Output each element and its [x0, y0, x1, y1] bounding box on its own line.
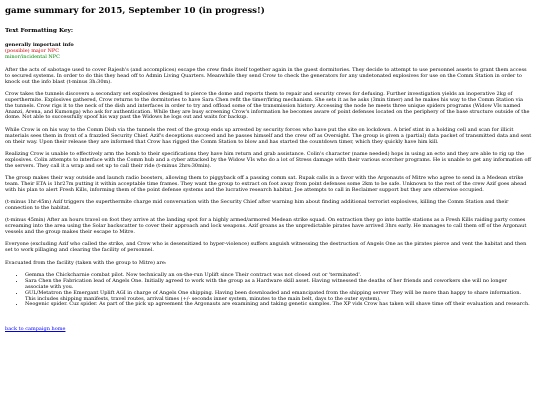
summary-paragraph: (t-minus 45min) After an hours travel on foot they arrive at the landing spot for a highly armed/armored Medean strike squad. On extraction they go into battle stations as a Fresh Kills raiding party comes screaming into the area using the Solar backscatter to cover their approach and lock weapons. Azif groans as the unpredictable pirates have arrived 3hrs early. He manages to call them off of the Argonaut vessels and the group makes their escape to Mitre. — [5, 217, 527, 236]
evacuee-item: • GUL/Metatron the Emergant Uplift AGI in charge of Angels One shipping. Having been downloaded and emancipated from the shipping server They will be more than happy to share information. This includes shipping manifests, travel routes, arrival times (+/- seconds inner system, minutes to the main belt, days to the outer system). — [25, 291, 532, 303]
evacuee-item: • Neogenic spider. Cuz spider. As part of the pick up agreement the Argonauts are examining and taking genetic samples. The XP vids Crow has taken will shave time off their evaluation and research. — [25, 302, 532, 308]
summary-paragraph: After the acts of sabotage used to cover Rajesh's (and accomplices) escape the crew finds itself together again in the guest dormitories. They decide to attempt to use personnel assets to grant them access to secured systems. In order to do this they head off to Admin Living Quarters. Meanwhile they send Crow to check the generators for any undetonated explosives for use on the Comm Station in order to knock out the info blast (t-minus 3h:30m). — [5, 66, 527, 85]
summary-paragraph: While Crow is on his way to the Comm Dish via the tunnels the rest of the group ends up arrested by security forces who have put the site on lockdown. A brief stint in a holding cell and scan for illicit materials sees them in front of a frazzled Security Chief. Azif's deceptions succeed and he passes himself and the crew off as Oversight. The group is given a (partial) data packet of transmitted data and sent on their way. Upon their release they are informed that Crow has rigged the Comm Station to blow and has started the countdown timer, which they quickly have him kill. — [5, 126, 532, 145]
summary-paragraph: Everyone (excluding Azif who called the strike, and Crow who is desensitized to hyper-violence) suffers anguish witnessing the destruction of Angels One as the pirates pierce and vent the habitat and then set to work pillaging and clearing the facility of personnel. — [5, 241, 527, 254]
evacuee-item: • Gemma the Chickcharnie combat pilot. Now technically an on-the-run Uplift since Their contract was not closed out or 'terminated'. — [25, 273, 532, 279]
evacuee-item: • Sara Chen the Fabrication lead of Angels One. Initially agreed to work with the group as a Hardware skill asset. Having witnessed the deaths of her friends and coworkers she will no longer associate with you. — [25, 279, 532, 291]
summary-paragraph: Realizing Crow is unable to effectively arm the bomb to their specifications they have him return and grab assistance. Colin's character (name needed) hops in using an ecto and they are able to rig up the explosives. Colin attempts to interface with the Comm hub and a cyber attacked by the Widow VIs who do a lot of Stress damage with their various scorcher programs. He is unable to get any information off the servers. They call it a wrap and set up to call their ride (t-minus 2hrs:30min). — [5, 150, 532, 169]
formatting-key-heading: Text Formatting Key: — [5, 28, 74, 34]
formatting-key — [5, 43, 532, 61]
key-important: generally important info — [5, 42, 74, 48]
evacuees-intro: Evacuated from the facility (taken with the group to Mitre) are: — [5, 259, 167, 266]
summary-paragraph: (t-minus 1hr:45m) Azif triggers the superthermite charge mid conversation with the Security Chief after warning him about finding additional terrorist explosives, killing the Comm Station and their connection to the habitat. — [5, 199, 509, 211]
key-major-npc: (possible) major NPC — [5, 47, 60, 54]
evacuee-list — [5, 273, 532, 308]
key-minor-npc: minor/incidental NPC — [5, 53, 60, 60]
summary-paragraph: The group makes their way outside and launch radio boosters, allowing them to piggyback off a passing comm sat. Rupak calls in a favor with the Argonauts of Mitre who agree to send in a Medean strike team. Their ETA is 1hr27m putting it within acceptable time frames. They want the group to extract on foot away from point defenses some 2km to be safe. Unknown to the rest of the crew Azif goes ahead with his plan to alert Fresh Kills, informing them of the point defense systems and the lucrative research habitat. Joe attempts to call in Reclaimer support but they are otherwise occupied. — [5, 174, 527, 193]
back-to-campaign-home-link[interactable]: back to campaign home — [5, 326, 66, 333]
page-title: game summary for 2015, September 10 (in progress!) — [5, 6, 265, 16]
summary-paragraph: Crow takes the tunnels discovers a secondary set explosives designed to pierce the dome and reports them to repair and security crews for defusing. Further investigation yields an inoperative 2kg of superthermite. Explosives gathered, Crow returns to the dormitories to have Sara Chen refit the timer/firing mechanism. She sets it as he asks (3min timer) and he makes his way to the Comm Station via the tunnels. Crow rigs it to the neck of the dish and interfaces in order to try and offload some of the transmission history. Accessing the node he meets three unique spiders programs (Widow VIs named Ananzi, Arena, and Kumonga) who ask for authentication. While they are busy screening Crow's information he becomes aware of point defenses located on the periphery of the base structure outside of the dome. Not able to successfully spoof his way past the Widows he logs out and waits for backup. — [5, 90, 530, 121]
